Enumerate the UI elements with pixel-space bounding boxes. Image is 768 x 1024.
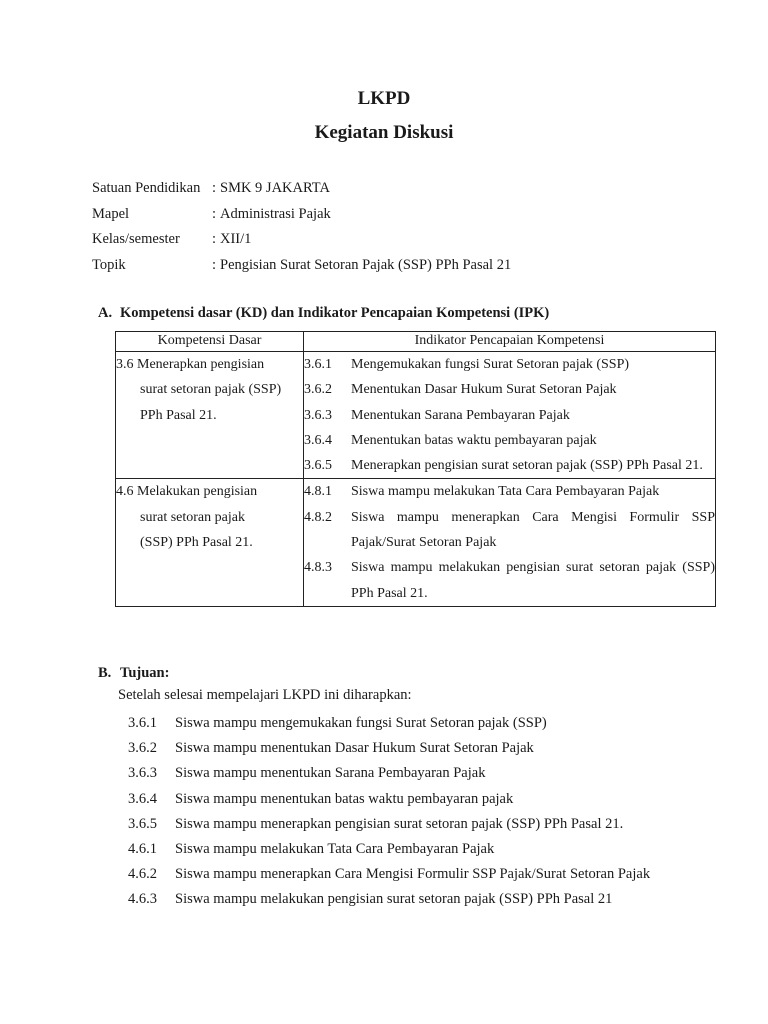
identity-block: [92, 180, 511, 282]
goal-code: 3.6.2: [128, 740, 157, 757]
ipk-item: [304, 403, 715, 428]
document-title: LKPD: [357, 88, 411, 109]
ipk-item: [304, 377, 715, 402]
ipk-cell: [304, 479, 716, 606]
goals-intro: Setelah selesai mempelajari LKPD ini diharapkan:: [118, 687, 412, 703]
ipk-text: Menerapkan pengisian surat setoran pajak (SSP) PPh Pasal 21.: [351, 458, 703, 474]
info-value: SMK 9 JAKARTA: [220, 180, 330, 196]
section-title: Tujuan:: [120, 665, 170, 681]
ipk-text: Siswa mampu melakukan pengisian surat setoran pajak (SSP) PPh Pasal 21.: [351, 560, 715, 601]
section-letter: B.: [98, 665, 112, 681]
info-value: Administrasi Pajak: [220, 205, 331, 222]
ipk-item: [304, 428, 715, 453]
goal-code: 3.6.3: [128, 765, 157, 782]
ipk-code: 3.6.2: [304, 382, 332, 398]
info-label: Satuan Pendidikan: [92, 180, 201, 196]
goal-code: 3.6.1: [128, 715, 157, 731]
info-value: Pengisian Surat Setoran Pajak (SSP) PPh Pasal 21: [220, 256, 512, 273]
kd-cell: [116, 479, 304, 606]
goal-text: Siswa mampu menerapkan Cara Mengisi Formulir SSP Pajak/Surat Setoran Pajak: [175, 866, 651, 883]
ipk-code: 4.8.3: [304, 560, 332, 576]
column-header-kd: Kompetensi Dasar: [116, 332, 304, 352]
goal-text: Siswa mampu menentukan Sarana Pembayaran Pajak: [175, 765, 486, 782]
goal-text: Siswa mampu menentukan Dasar Hukum Surat Setoran Pajak: [175, 740, 534, 757]
ipk-text: Menentukan Sarana Pembayaran Pajak: [351, 407, 570, 423]
section-b-heading: [98, 665, 169, 682]
goal-text: Siswa mampu melakukan Tata Cara Pembayaran Pajak: [175, 841, 495, 858]
ipk-item: [304, 479, 715, 504]
ipk-item: [304, 505, 715, 556]
column-header-ipk: Indikator Pencapaian Kompetensi: [304, 332, 716, 352]
info-label: Topik: [92, 256, 126, 273]
table-row: [116, 479, 716, 606]
ipk-text: Mengemukakan fungsi Surat Setoran pajak (SSP): [351, 357, 630, 372]
section-letter: A.: [98, 305, 113, 321]
goal-text: Siswa mampu menentukan batas waktu pembayaran pajak: [175, 790, 514, 807]
section-a-heading: [98, 305, 549, 322]
list-item: [128, 812, 668, 837]
info-row: [92, 206, 511, 232]
kd-line: 4.6 Melakukan pengisian: [116, 484, 258, 500]
ipk-text: Menentukan Dasar Hukum Surat Setoran Pajak: [351, 382, 617, 398]
info-separator: :: [212, 231, 217, 247]
section-title: Kompetensi dasar (KD) dan Indikator Pencapaian Kompetensi (IPK): [120, 305, 550, 321]
goal-code: 4.6.1: [128, 841, 157, 858]
ipk-code: 3.6.3: [304, 407, 332, 423]
ipk-code: 4.8.2: [304, 509, 332, 525]
ipk-item: [304, 453, 715, 478]
kd-line: surat setoran pajak (SSP): [140, 382, 282, 398]
goal-code: 4.6.3: [128, 891, 157, 908]
info-separator: :: [212, 256, 217, 273]
list-item: [128, 862, 668, 887]
goal-text: Siswa mampu melakukan pengisian surat setoran pajak (SSP) PPh Pasal 21: [175, 891, 613, 908]
competency-table: [115, 331, 716, 607]
info-separator: :: [212, 205, 217, 222]
table-row: [116, 352, 716, 479]
goal-code: 3.6.5: [128, 815, 157, 832]
list-item: [128, 837, 668, 862]
table-header-row: [116, 332, 716, 352]
goal-code: 4.6.2: [128, 866, 157, 883]
info-value: XII/1: [220, 231, 252, 247]
goal-text: Siswa mampu menerapkan pengisian surat setoran pajak (SSP) PPh Pasal 21.: [175, 815, 624, 832]
list-item: [128, 736, 668, 761]
ipk-code: 3.6.5: [304, 458, 332, 474]
info-separator: :: [212, 180, 217, 196]
goals-list: [128, 711, 668, 913]
ipk-code: 3.6.4: [304, 432, 332, 448]
kd-line: surat setoran pajak: [140, 509, 245, 525]
list-item: [128, 761, 668, 786]
ipk-code: 4.8.1: [304, 484, 332, 500]
info-row: [92, 180, 511, 206]
ipk-cell: [304, 352, 716, 479]
goal-code: 3.6.4: [128, 790, 157, 807]
goal-text: Siswa mampu mengemukakan fungsi Surat Setoran pajak (SSP): [175, 715, 547, 731]
kd-cell: [116, 352, 304, 479]
ipk-text: Menentukan batas waktu pembayaran pajak: [351, 432, 597, 448]
info-label: Mapel: [92, 205, 130, 222]
info-row: [92, 231, 511, 257]
kd-line: PPh Pasal 21.: [140, 407, 217, 423]
ipk-text: Siswa mampu melakukan Tata Cara Pembayaran Pajak: [351, 484, 660, 500]
list-item: [128, 711, 668, 736]
list-item: [128, 887, 668, 912]
list-item: [128, 787, 668, 812]
document-subtitle: Kegiatan Diskusi: [314, 122, 454, 143]
ipk-item: [304, 555, 715, 606]
kd-line: 3.6 Menerapkan pengisian: [116, 357, 265, 372]
info-row: [92, 257, 511, 283]
info-label: Kelas/semester: [92, 231, 180, 247]
ipk-code: 3.6.1: [304, 357, 332, 372]
ipk-item: [304, 352, 715, 377]
kd-line: (SSP) PPh Pasal 21.: [140, 535, 253, 551]
ipk-text: Siswa mampu menerapkan Cara Mengisi Formulir SSP Pajak/Surat Setoran Pajak: [351, 509, 715, 551]
